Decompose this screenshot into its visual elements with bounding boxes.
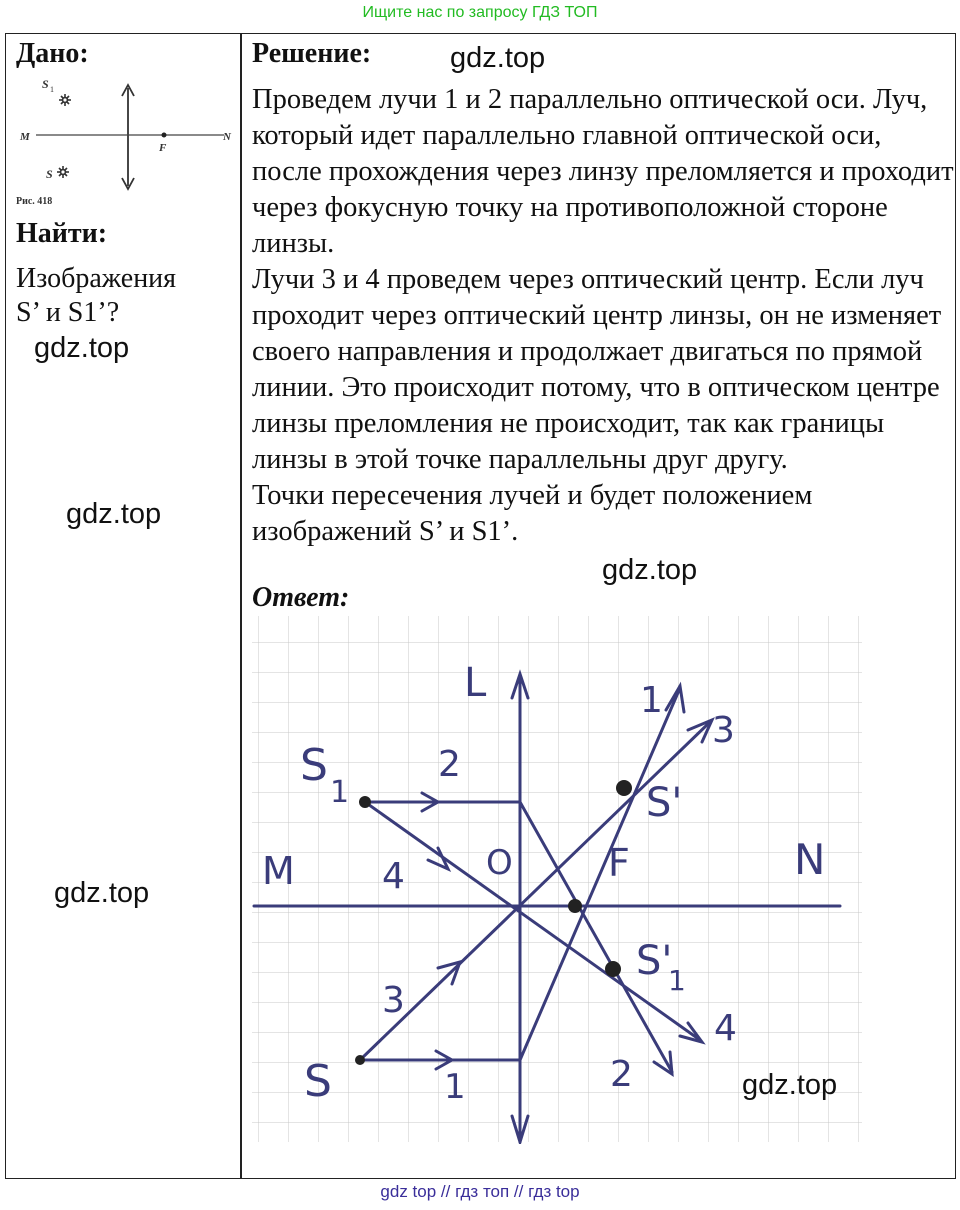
s1-label: S (300, 740, 328, 791)
solution-body (252, 82, 957, 550)
solution-paragraph-2: Лучи 3 и 4 проведем через оптический центр. Если луч проходит через оптический центр линзы, он не изменяет своего направления и продолжает двигаться по прямой линии. Это происходит потому, что в оптическом центре линзы преломления не происходит, так как границы линзы в этой точке параллельны друг другу. (252, 264, 942, 475)
solution-title: Решение: (252, 38, 372, 69)
given-caption: Рис. 418 (16, 196, 53, 207)
s1-image-sub: 1 (668, 964, 686, 997)
watermark: gdz.top (602, 554, 698, 586)
ray-label-3-left: 3 (382, 980, 405, 1021)
point-s1-image (605, 961, 621, 977)
point-s1 (359, 796, 371, 808)
solution-table (5, 33, 956, 1179)
top-banner[interactable]: Ищите нас по запросу ГДЗ ТОП (362, 4, 598, 21)
ray-label-2-left: 2 (438, 744, 461, 785)
find-line-2: S’ и S1’? (16, 297, 120, 328)
solution-paragraph-3: Точки пересечения лучей и будет положением изображений S’ и S1’. (252, 480, 813, 547)
watermark: gdz.top (450, 42, 546, 74)
given-s1-label: S (42, 77, 49, 91)
given-title: Дано: (16, 38, 89, 69)
answer-label: Ответ: (252, 582, 350, 613)
watermark: gdz.top (34, 332, 130, 364)
o-label: O (486, 843, 513, 883)
ray-label-2-right: 2 (610, 1054, 633, 1095)
given-focus-point (162, 133, 167, 138)
ray-label-4-right: 4 (714, 1008, 737, 1049)
ray-label-3-right: 3 (712, 710, 735, 751)
given-n-label: N (223, 131, 231, 143)
given-s-label: S (46, 167, 53, 181)
lens-label: L (464, 660, 487, 706)
s-image-label: S' (646, 780, 683, 826)
grid-paper (252, 616, 862, 1142)
point-f (568, 899, 582, 913)
given-column (6, 34, 240, 1178)
point-s (355, 1055, 365, 1065)
s1-sub: 1 (330, 775, 350, 810)
given-m-label: M (20, 131, 30, 143)
m-label: M (262, 849, 295, 893)
find-title: Найти: (16, 218, 108, 249)
ray-label-1-left: 1 (444, 1067, 466, 1107)
watermark: gdz.top (742, 1069, 838, 1101)
s-label: S (304, 1056, 332, 1107)
n-label: N (794, 835, 826, 884)
given-s1-star-icon (59, 94, 71, 106)
footer[interactable]: gdz top // гдз топ // гдз top (380, 1182, 580, 1201)
ray-label-4-left: 4 (382, 856, 405, 897)
point-s-image (616, 780, 632, 796)
f-label: F (608, 841, 630, 885)
ray-label-1-right: 1 (640, 680, 663, 721)
given-s1-sub: 1 (50, 85, 54, 94)
solution-column (242, 34, 955, 1178)
find-line-1: Изображения (16, 263, 177, 294)
solution-paragraph-1: Проведем лучи 1 и 2 параллельно оптической оси. Луч, который идет параллельно главной оптической оси, после прохождения через линзу преломляется и проходит через фокусную точку на противоположной стороне линзы. (252, 84, 954, 259)
given-s-star-icon (57, 166, 69, 178)
find-text (16, 262, 231, 330)
answer-figure (252, 612, 866, 1144)
s1-image-label: S' (636, 938, 673, 984)
given-figure (14, 76, 236, 208)
watermark: gdz.top (54, 877, 150, 909)
watermark: gdz.top (66, 498, 162, 530)
given-f-label: F (159, 142, 167, 154)
